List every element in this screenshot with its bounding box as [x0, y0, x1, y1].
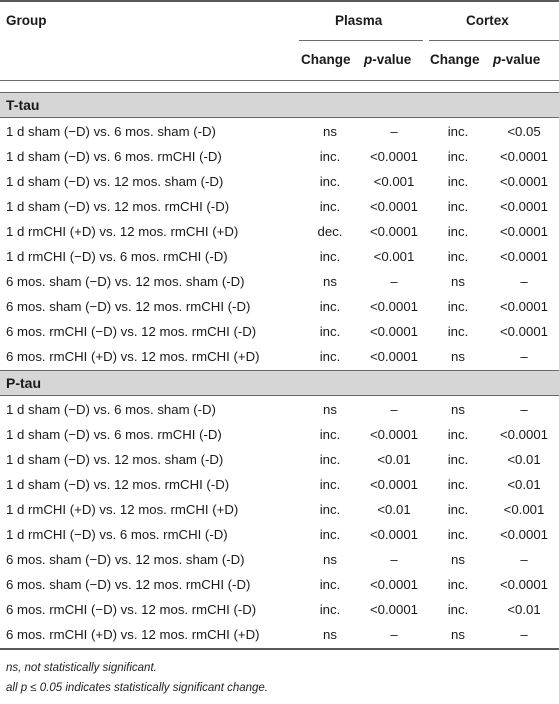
- plasma-pvalue-cell: <0.0001: [369, 477, 419, 492]
- header-bottom-rule: [0, 80, 559, 81]
- cortex-pvalue-cell: <0.0001: [499, 577, 549, 592]
- table-top-rule: [0, 0, 559, 2]
- cortex-change-cell: inc.: [447, 174, 469, 189]
- plasma-change-cell: inc.: [319, 452, 341, 467]
- cortex-change-cell: inc.: [447, 324, 469, 339]
- cortex-change-cell: inc.: [447, 502, 469, 517]
- cortex-pvalue-cell: <0.001: [503, 502, 545, 517]
- cortex-pvalue-cell: <0.0001: [499, 249, 549, 264]
- cortex-pvalue-cell: <0.0001: [499, 149, 549, 164]
- group-cell: 1 d rmCHI (−D) vs. 6 mos. rmCHI (-D): [6, 249, 228, 264]
- group-cell: 1 d sham (−D) vs. 6 mos. rmCHI (-D): [6, 427, 222, 442]
- plasma-change-cell: inc.: [319, 427, 341, 442]
- table-row: [0, 423, 559, 447]
- plasma-change-cell: ns: [323, 274, 337, 289]
- cortex-pvalue-cell: <0.01: [507, 602, 541, 617]
- cortex-change-cell: ns: [451, 349, 465, 364]
- plasma-pvalue-cell: <0.0001: [369, 199, 419, 214]
- table-row: [0, 345, 559, 369]
- table-row: [0, 145, 559, 169]
- footnote-significance: all p ≤ 0.05 indicates statistically significant change.: [6, 682, 269, 694]
- table-row: [0, 498, 559, 522]
- group-cell: 1 d rmCHI (−D) vs. 6 mos. rmCHI (-D): [6, 527, 228, 542]
- table-row: [0, 295, 559, 319]
- footnote-ns: ns, not statistically significant.: [6, 662, 157, 674]
- section-header-t-tau: [0, 93, 559, 117]
- plasma-pvalue-cell: <0.01: [377, 502, 411, 517]
- group-cell: 1 d sham (−D) vs. 6 mos. sham (-D): [6, 124, 216, 139]
- plasma-change-cell: inc.: [319, 502, 341, 517]
- group-cell: 6 mos. rmCHI (+D) vs. 12 mos. rmCHI (+D): [6, 627, 260, 642]
- cortex-pvalue-cell: <0.0001: [499, 174, 549, 189]
- cortex-change-cell: inc.: [447, 299, 469, 314]
- group-cell: 1 d sham (−D) vs. 6 mos. sham (-D): [6, 402, 216, 417]
- plasma-change-cell: ns: [323, 552, 337, 567]
- cortex-change-cell: inc.: [447, 149, 469, 164]
- cortex-change-cell: inc.: [447, 199, 469, 214]
- group-cell: 1 d rmCHI (+D) vs. 12 mos. rmCHI (+D): [6, 502, 239, 517]
- group-cell: 1 d sham (−D) vs. 6 mos. rmCHI (-D): [6, 149, 222, 164]
- plasma-pvalue-cell: <0.0001: [369, 224, 419, 239]
- plasma-pvalue-cell: <0.0001: [369, 602, 419, 617]
- cortex-pvalue-cell: –: [520, 552, 528, 567]
- column-header-plasma-pvalue: p-value: [364, 52, 412, 67]
- cortex-pvalue-cell: <0.05: [507, 124, 541, 139]
- table-row: [0, 245, 559, 269]
- cortex-pvalue-cell: <0.01: [507, 477, 541, 492]
- table-row: [0, 523, 559, 547]
- plasma-group-rule: [299, 40, 423, 41]
- cortex-change-cell: inc.: [447, 224, 469, 239]
- column-header-group: Group: [6, 13, 47, 28]
- cortex-pvalue-cell: –: [520, 274, 528, 289]
- plasma-change-cell: dec.: [317, 224, 343, 239]
- plasma-change-cell: ns: [323, 124, 337, 139]
- cortex-change-cell: ns: [451, 274, 465, 289]
- plasma-change-cell: inc.: [319, 299, 341, 314]
- plasma-change-cell: ns: [323, 627, 337, 642]
- plasma-change-cell: inc.: [319, 577, 341, 592]
- group-cell: 1 d sham (−D) vs. 12 mos. sham (-D): [6, 174, 224, 189]
- cortex-change-cell: inc.: [447, 124, 469, 139]
- plasma-pvalue-cell: <0.0001: [369, 299, 419, 314]
- plasma-pvalue-cell: <0.001: [373, 249, 415, 264]
- plasma-pvalue-cell: <0.0001: [369, 527, 419, 542]
- cortex-pvalue-cell: <0.01: [507, 452, 541, 467]
- column-header-cortex: Cortex: [466, 13, 509, 28]
- group-cell: 6 mos. sham (−D) vs. 12 mos. rmCHI (-D): [6, 299, 251, 314]
- cortex-change-cell: inc.: [447, 427, 469, 442]
- cortex-pvalue-cell: –: [520, 349, 528, 364]
- group-cell: 6 mos. rmCHI (−D) vs. 12 mos. rmCHI (-D): [6, 324, 257, 339]
- cortex-group-rule: [429, 40, 559, 41]
- table-row: [0, 220, 559, 244]
- table-row: [0, 170, 559, 194]
- cortex-pvalue-cell: <0.0001: [499, 427, 549, 442]
- cortex-pvalue-cell: <0.0001: [499, 324, 549, 339]
- plasma-pvalue-cell: –: [390, 552, 398, 567]
- cortex-change-cell: inc.: [447, 527, 469, 542]
- plasma-pvalue-cell: –: [390, 274, 398, 289]
- section-rule: [0, 395, 559, 396]
- plasma-change-cell: inc.: [319, 527, 341, 542]
- plasma-pvalue-cell: –: [390, 402, 398, 417]
- plasma-pvalue-cell: –: [390, 627, 398, 642]
- plasma-change-cell: inc.: [319, 602, 341, 617]
- section-title: P-tau: [6, 375, 41, 391]
- cortex-pvalue-cell: <0.0001: [499, 224, 549, 239]
- cortex-change-cell: inc.: [447, 452, 469, 467]
- plasma-pvalue-cell: –: [390, 124, 398, 139]
- cortex-change-cell: ns: [451, 552, 465, 567]
- cortex-pvalue-cell: –: [520, 627, 528, 642]
- plasma-change-cell: inc.: [319, 477, 341, 492]
- table-row: [0, 573, 559, 597]
- table-row: [0, 548, 559, 572]
- table-bottom-rule: [0, 648, 559, 650]
- table-row: [0, 270, 559, 294]
- section-rule: [0, 117, 559, 118]
- cortex-change-cell: ns: [451, 627, 465, 642]
- cortex-change-cell: ns: [451, 402, 465, 417]
- column-header-cortex-change: Change: [430, 52, 480, 67]
- group-cell: 6 mos. rmCHI (−D) vs. 12 mos. rmCHI (-D): [6, 602, 257, 617]
- table-row: [0, 120, 559, 144]
- column-header-cortex-pvalue: p-value: [493, 52, 541, 67]
- plasma-change-cell: ns: [323, 402, 337, 417]
- section-title: T-tau: [6, 97, 40, 113]
- plasma-change-cell: inc.: [319, 349, 341, 364]
- cortex-change-cell: inc.: [447, 477, 469, 492]
- column-header-plasma-change: Change: [301, 52, 351, 67]
- table-row: [0, 320, 559, 344]
- group-cell: 1 d sham (−D) vs. 12 mos. sham (-D): [6, 452, 224, 467]
- plasma-pvalue-cell: <0.0001: [369, 577, 419, 592]
- table-row: [0, 598, 559, 622]
- group-cell: 6 mos. rmCHI (+D) vs. 12 mos. rmCHI (+D): [6, 349, 260, 364]
- cortex-change-cell: inc.: [447, 577, 469, 592]
- cortex-pvalue-cell: –: [520, 402, 528, 417]
- group-cell: 1 d sham (−D) vs. 12 mos. rmCHI (-D): [6, 199, 230, 214]
- plasma-change-cell: inc.: [319, 199, 341, 214]
- plasma-change-cell: inc.: [319, 324, 341, 339]
- group-cell: 6 mos. sham (−D) vs. 12 mos. sham (-D): [6, 274, 245, 289]
- column-header-plasma: Plasma: [335, 13, 383, 28]
- table-row: [0, 398, 559, 422]
- plasma-change-cell: inc.: [319, 174, 341, 189]
- plasma-pvalue-cell: <0.0001: [369, 149, 419, 164]
- group-cell: 6 mos. sham (−D) vs. 12 mos. rmCHI (-D): [6, 577, 251, 592]
- plasma-change-cell: inc.: [319, 249, 341, 264]
- cortex-pvalue-cell: <0.0001: [499, 299, 549, 314]
- table-row: [0, 623, 559, 647]
- plasma-pvalue-cell: <0.0001: [369, 349, 419, 364]
- cortex-change-cell: inc.: [447, 249, 469, 264]
- cortex-pvalue-cell: <0.0001: [499, 527, 549, 542]
- table-row: [0, 195, 559, 219]
- section-header-p-tau: [0, 371, 559, 395]
- cortex-change-cell: inc.: [447, 602, 469, 617]
- plasma-change-cell: inc.: [319, 149, 341, 164]
- plasma-pvalue-cell: <0.001: [373, 174, 415, 189]
- group-cell: 6 mos. sham (−D) vs. 12 mos. sham (-D): [6, 552, 245, 567]
- plasma-pvalue-cell: <0.0001: [369, 324, 419, 339]
- group-cell: 1 d rmCHI (+D) vs. 12 mos. rmCHI (+D): [6, 224, 239, 239]
- group-cell: 1 d sham (−D) vs. 12 mos. rmCHI (-D): [6, 477, 230, 492]
- plasma-pvalue-cell: <0.01: [377, 452, 411, 467]
- table-row: [0, 448, 559, 472]
- cortex-pvalue-cell: <0.0001: [499, 199, 549, 214]
- table-row: [0, 473, 559, 497]
- plasma-pvalue-cell: <0.0001: [369, 427, 419, 442]
